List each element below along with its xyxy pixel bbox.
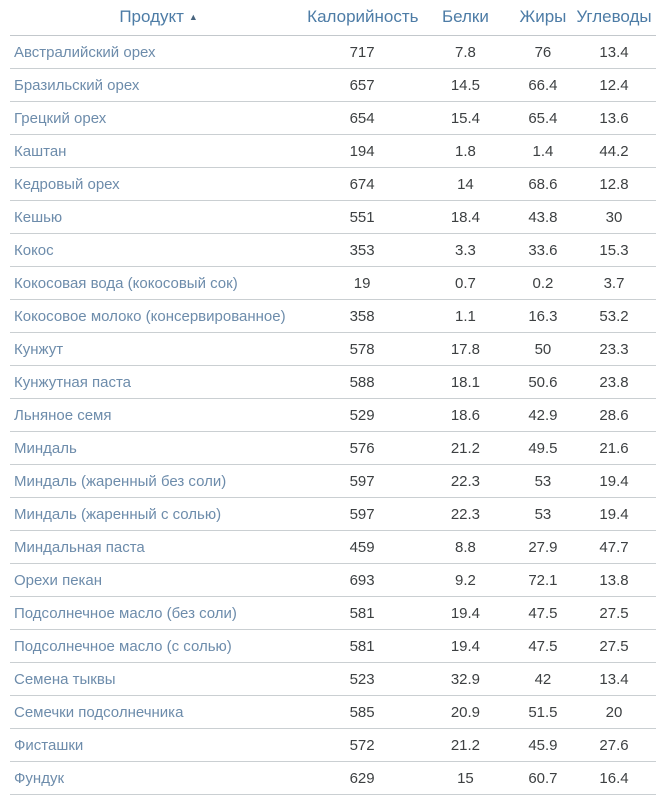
fat-value: 51.5 [514,696,572,729]
calories-value: 588 [307,366,417,399]
carbs-value: 13.4 [572,36,656,69]
product-name-link[interactable]: Подсолнечное масло (без соли) [10,597,307,630]
column-header-fat-label: Жиры [519,7,567,26]
calories-value: 585 [307,696,417,729]
protein-value: 7.8 [417,36,514,69]
table-row [10,564,656,597]
product-name-link[interactable]: Бразильский орех [10,69,307,102]
table-row [10,465,656,498]
carbs-value: 19.4 [572,465,656,498]
fat-value: 66.4 [514,69,572,102]
fat-value: 45.9 [514,729,572,762]
sort-ascending-icon: ▲ [188,12,198,22]
protein-value: 18.1 [417,366,514,399]
column-header-carbs-label: Углеводы [576,7,652,26]
protein-value: 20.9 [417,696,514,729]
protein-value: 18.6 [417,399,514,432]
protein-value: 14 [417,168,514,201]
fat-value: 49.5 [514,432,572,465]
column-header-product[interactable] [10,0,307,36]
carbs-value: 53.2 [572,300,656,333]
calories-value: 629 [307,762,417,795]
product-name-link[interactable]: Фисташки [10,729,307,762]
fat-value: 33.6 [514,234,572,267]
product-name-link[interactable]: Миндаль (жаренный с солью) [10,498,307,531]
fat-value: 16.3 [514,300,572,333]
table-row [10,234,656,267]
fat-value: 65.4 [514,102,572,135]
fat-value: 42 [514,663,572,696]
carbs-value: 27.5 [572,597,656,630]
product-name-link[interactable]: Миндаль (жаренный без соли) [10,465,307,498]
product-name-link[interactable]: Фундук [10,762,307,795]
protein-value: 17.8 [417,333,514,366]
calories-value: 693 [307,564,417,597]
carbs-value: 13.6 [572,102,656,135]
table-row [10,36,656,69]
fat-value: 60.7 [514,762,572,795]
carbs-value: 44.2 [572,135,656,168]
fat-value: 47.5 [514,630,572,663]
column-header-fat[interactable] [514,0,572,36]
protein-value: 14.5 [417,69,514,102]
carbs-value: 21.6 [572,432,656,465]
protein-value: 21.2 [417,729,514,762]
calories-value: 657 [307,69,417,102]
calories-value: 353 [307,234,417,267]
product-name-link[interactable]: Семена тыквы [10,663,307,696]
fat-value: 50.6 [514,366,572,399]
product-name-link[interactable]: Кокосовое молоко (консервированное) [10,300,307,333]
protein-value: 19.4 [417,630,514,663]
calories-value: 597 [307,498,417,531]
calories-value: 523 [307,663,417,696]
table-header-row [10,0,656,36]
protein-value: 18.4 [417,201,514,234]
carbs-value: 27.6 [572,729,656,762]
column-header-calories-label: Калорийность [307,7,419,26]
calories-value: 529 [307,399,417,432]
calories-value: 654 [307,102,417,135]
carbs-value: 15.3 [572,234,656,267]
table-row [10,630,656,663]
product-name-link[interactable]: Орехи пекан [10,564,307,597]
product-name-link[interactable]: Кокосовая вода (кокосовый сок) [10,267,307,300]
calories-value: 581 [307,630,417,663]
carbs-value: 30 [572,201,656,234]
carbs-value: 13.4 [572,663,656,696]
fat-value: 53 [514,465,572,498]
calories-value: 597 [307,465,417,498]
table-row [10,597,656,630]
protein-value: 22.3 [417,465,514,498]
protein-value: 8.8 [417,531,514,564]
protein-value: 15 [417,762,514,795]
column-header-calories[interactable] [307,0,417,36]
carbs-value: 20 [572,696,656,729]
fat-value: 47.5 [514,597,572,630]
column-header-protein-label: Белки [441,7,489,26]
carbs-value: 3.7 [572,267,656,300]
carbs-value: 13.8 [572,564,656,597]
nutrition-table [10,0,656,795]
table-row [10,762,656,795]
carbs-value: 12.4 [572,69,656,102]
fat-value: 50 [514,333,572,366]
protein-value: 9.2 [417,564,514,597]
product-name-link[interactable]: Кокос [10,234,307,267]
column-header-carbs[interactable] [572,0,656,36]
table-row [10,333,656,366]
table-row [10,69,656,102]
carbs-value: 23.3 [572,333,656,366]
calories-value: 459 [307,531,417,564]
protein-value: 22.3 [417,498,514,531]
carbs-value: 16.4 [572,762,656,795]
table-row [10,300,656,333]
fat-value: 76 [514,36,572,69]
calories-value: 674 [307,168,417,201]
protein-value: 21.2 [417,432,514,465]
table-row [10,663,656,696]
column-header-product-label: Продукт [119,7,184,26]
calories-value: 717 [307,36,417,69]
fat-value: 42.9 [514,399,572,432]
protein-value: 3.3 [417,234,514,267]
fat-value: 0.2 [514,267,572,300]
product-name-link[interactable]: Австралийский орех [10,36,307,69]
calories-value: 194 [307,135,417,168]
product-name-link[interactable]: Кешью [10,201,307,234]
fat-value: 1.4 [514,135,572,168]
fat-value: 68.6 [514,168,572,201]
product-name-link[interactable]: Миндальная паста [10,531,307,564]
protein-value: 1.8 [417,135,514,168]
fat-value: 72.1 [514,564,572,597]
product-name-link[interactable]: Подсолнечное масло (с солью) [10,630,307,663]
calories-value: 576 [307,432,417,465]
protein-value: 19.4 [417,597,514,630]
product-name-link[interactable]: Каштан [10,135,307,168]
table-body [10,36,656,795]
protein-value: 0.7 [417,267,514,300]
table-row [10,432,656,465]
calories-value: 581 [307,597,417,630]
product-name-link[interactable]: Кедровый орех [10,168,307,201]
calories-value: 551 [307,201,417,234]
carbs-value: 12.8 [572,168,656,201]
product-name-link[interactable]: Льняное семя [10,399,307,432]
table-row [10,696,656,729]
table-row [10,498,656,531]
carbs-value: 27.5 [572,630,656,663]
table-row [10,102,656,135]
product-name-link[interactable]: Миндаль [10,432,307,465]
table-row [10,267,656,300]
fat-value: 27.9 [514,531,572,564]
calories-value: 358 [307,300,417,333]
fat-value: 43.8 [514,201,572,234]
protein-value: 32.9 [417,663,514,696]
carbs-value: 47.7 [572,531,656,564]
carbs-value: 28.6 [572,399,656,432]
product-name-link[interactable]: Кунжутная паста [10,366,307,399]
table-row [10,531,656,564]
calories-value: 572 [307,729,417,762]
product-name-link[interactable]: Кунжут [10,333,307,366]
table-row [10,135,656,168]
product-name-link[interactable]: Грецкий орех [10,102,307,135]
table-row [10,168,656,201]
calories-value: 19 [307,267,417,300]
calories-value: 578 [307,333,417,366]
product-name-link[interactable]: Семечки подсолнечника [10,696,307,729]
fat-value: 53 [514,498,572,531]
table-row [10,729,656,762]
table-row [10,399,656,432]
table-row [10,366,656,399]
carbs-value: 23.8 [572,366,656,399]
protein-value: 15.4 [417,102,514,135]
protein-value: 1.1 [417,300,514,333]
carbs-value: 19.4 [572,498,656,531]
table-row [10,201,656,234]
column-header-protein[interactable] [417,0,514,36]
